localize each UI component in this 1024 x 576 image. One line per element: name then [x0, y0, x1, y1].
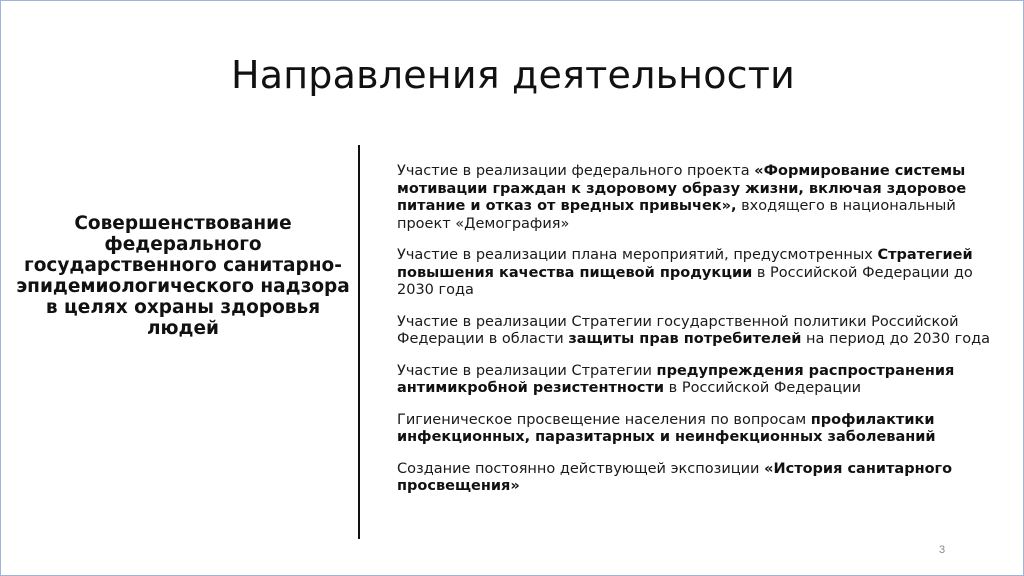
item-text: Гигиеническое просвещение населения по вопросам [397, 411, 811, 428]
item-text: Участие в реализации федерального проекта [397, 163, 755, 179]
item-text: в Российской Федерации до 2030 года [397, 264, 973, 298]
item-text: Участие в реализации плана мероприятий, предусмотренных [397, 247, 878, 263]
item-text: входящего в национальный проект «Демография» [397, 198, 956, 232]
item-text: в Российской Федерации [664, 380, 862, 396]
activity-list [397, 163, 1003, 510]
vertical-divider [358, 145, 360, 539]
page-number: 3 [939, 544, 946, 556]
list-item [397, 247, 1003, 300]
section-heading: Совершенствование федерального государственного санитарно-эпидемиологического надзора в целях охраны здоровья людей [16, 213, 350, 339]
item-bold-text: Стратегией повышения качества пищевой продукции [397, 247, 973, 281]
item-text: Участие в реализации Стратегии [397, 362, 657, 379]
list-item [397, 314, 1003, 349]
list-item [397, 163, 1003, 233]
item-text: Участие в реализации Стратегии государственной политики Российской Федерации в области [397, 313, 959, 347]
item-bold-text: «История санитарного просвещения» [397, 460, 953, 494]
item-bold-text: профилактики инфекционных, паразитарных и неинфекционных заболеваний [397, 411, 936, 445]
item-text: на период до 2030 года [801, 331, 990, 347]
list-item [397, 363, 1003, 398]
item-bold-text: предупреждения распространения антимикробной резистентности [397, 362, 955, 396]
item-text: Создание постоянно действующей экспозиции [397, 460, 765, 477]
list-item [397, 412, 1003, 447]
slide-title: Направления деятельности [231, 53, 795, 97]
item-bold-text: «Формирование системы мотивации граждан к здоровому образу жизни, включая здоровое питание и отказ от вредных привычек», [397, 163, 967, 214]
list-item [397, 461, 1003, 496]
item-bold-text: защиты прав потребителей [568, 331, 802, 347]
